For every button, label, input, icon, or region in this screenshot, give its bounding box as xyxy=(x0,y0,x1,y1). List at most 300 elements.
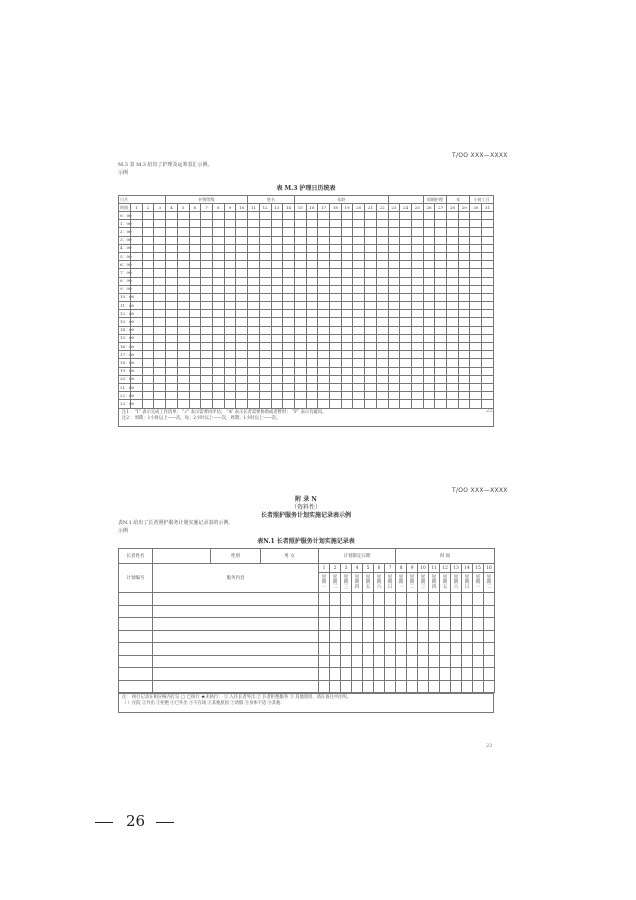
record-cell[interactable] xyxy=(341,261,353,269)
record-cell[interactable] xyxy=(411,244,423,252)
record-cell[interactable] xyxy=(224,383,236,391)
record-cell[interactable] xyxy=(212,293,224,301)
record-cell[interactable] xyxy=(248,326,260,334)
record-cell[interactable] xyxy=(341,293,353,301)
record-cell[interactable] xyxy=(429,605,440,618)
record-cell[interactable] xyxy=(423,293,435,301)
record-cell[interactable] xyxy=(236,326,248,334)
record-cell[interactable] xyxy=(423,236,435,244)
record-cell[interactable] xyxy=(418,643,429,656)
record-cell[interactable] xyxy=(154,269,166,277)
record-cell[interactable] xyxy=(341,605,352,618)
record-cell[interactable] xyxy=(283,383,295,391)
record-cell[interactable] xyxy=(407,643,418,656)
record-cell[interactable] xyxy=(201,285,213,293)
record-cell[interactable] xyxy=(376,383,388,391)
record-cell[interactable] xyxy=(376,212,388,220)
record-cell[interactable] xyxy=(259,244,271,252)
record-cell[interactable] xyxy=(294,359,306,367)
record-cell[interactable] xyxy=(294,383,306,391)
record-cell[interactable] xyxy=(319,630,330,643)
record-cell[interactable] xyxy=(435,400,447,408)
plan-no-cell[interactable] xyxy=(119,680,153,693)
record-cell[interactable] xyxy=(318,228,330,236)
record-cell[interactable] xyxy=(330,593,341,606)
record-cell[interactable] xyxy=(201,252,213,260)
record-cell[interactable] xyxy=(470,261,482,269)
record-cell[interactable] xyxy=(423,252,435,260)
record-cell[interactable] xyxy=(482,212,494,220)
record-cell[interactable] xyxy=(166,367,178,375)
record-cell[interactable] xyxy=(400,212,412,220)
record-cell[interactable] xyxy=(388,367,400,375)
record-cell[interactable] xyxy=(248,375,260,383)
record-cell[interactable] xyxy=(306,326,318,334)
record-cell[interactable] xyxy=(429,668,440,681)
record-cell[interactable] xyxy=(447,310,459,318)
record-cell[interactable] xyxy=(341,630,352,643)
record-cell[interactable] xyxy=(306,244,318,252)
record-cell[interactable] xyxy=(473,593,484,606)
record-cell[interactable] xyxy=(365,359,377,367)
record-cell[interactable] xyxy=(435,318,447,326)
record-cell[interactable] xyxy=(330,310,342,318)
record-cell[interactable] xyxy=(294,351,306,359)
record-cell[interactable] xyxy=(131,212,143,220)
record-cell[interactable] xyxy=(330,326,342,334)
record-cell[interactable] xyxy=(212,310,224,318)
record-cell[interactable] xyxy=(294,269,306,277)
record-cell[interactable] xyxy=(306,334,318,342)
record-cell[interactable] xyxy=(435,375,447,383)
record-cell[interactable] xyxy=(341,593,352,606)
record-cell[interactable] xyxy=(353,359,365,367)
record-cell[interactable] xyxy=(201,310,213,318)
record-cell[interactable] xyxy=(259,310,271,318)
record-cell[interactable] xyxy=(306,302,318,310)
record-cell[interactable] xyxy=(189,392,201,400)
record-cell[interactable] xyxy=(411,293,423,301)
record-cell[interactable] xyxy=(330,375,342,383)
record-cell[interactable] xyxy=(462,605,473,618)
record-cell[interactable] xyxy=(319,643,330,656)
record-cell[interactable] xyxy=(376,285,388,293)
record-cell[interactable] xyxy=(440,643,451,656)
record-cell[interactable] xyxy=(189,236,201,244)
record-cell[interactable] xyxy=(330,236,342,244)
record-cell[interactable] xyxy=(318,285,330,293)
record-cell[interactable] xyxy=(236,252,248,260)
record-cell[interactable] xyxy=(451,593,462,606)
record-cell[interactable] xyxy=(341,212,353,220)
record-cell[interactable] xyxy=(482,269,494,277)
record-cell[interactable] xyxy=(271,351,283,359)
record-cell[interactable] xyxy=(435,244,447,252)
record-cell[interactable] xyxy=(458,359,470,367)
record-cell[interactable] xyxy=(259,228,271,236)
record-cell[interactable] xyxy=(318,269,330,277)
record-cell[interactable] xyxy=(259,269,271,277)
record-cell[interactable] xyxy=(363,593,374,606)
record-cell[interactable] xyxy=(201,277,213,285)
record-cell[interactable] xyxy=(189,351,201,359)
record-cell[interactable] xyxy=(212,252,224,260)
record-cell[interactable] xyxy=(374,630,385,643)
record-cell[interactable] xyxy=(283,334,295,342)
record-cell[interactable] xyxy=(423,212,435,220)
record-cell[interactable] xyxy=(376,375,388,383)
record-cell[interactable] xyxy=(166,252,178,260)
record-cell[interactable] xyxy=(482,375,494,383)
record-cell[interactable] xyxy=(259,252,271,260)
record-cell[interactable] xyxy=(177,392,189,400)
record-cell[interactable] xyxy=(482,244,494,252)
record-cell[interactable] xyxy=(423,220,435,228)
record-cell[interactable] xyxy=(423,400,435,408)
record-cell[interactable] xyxy=(177,261,189,269)
record-cell[interactable] xyxy=(418,618,429,631)
record-cell[interactable] xyxy=(330,643,341,656)
record-cell[interactable] xyxy=(470,252,482,260)
record-cell[interactable] xyxy=(318,277,330,285)
record-cell[interactable] xyxy=(236,310,248,318)
record-cell[interactable] xyxy=(224,252,236,260)
record-cell[interactable] xyxy=(224,334,236,342)
record-cell[interactable] xyxy=(142,236,154,244)
record-cell[interactable] xyxy=(131,228,143,236)
record-cell[interactable] xyxy=(294,244,306,252)
record-cell[interactable] xyxy=(352,593,363,606)
record-cell[interactable] xyxy=(374,680,385,693)
record-cell[interactable] xyxy=(236,220,248,228)
record-cell[interactable] xyxy=(212,244,224,252)
record-cell[interactable] xyxy=(458,326,470,334)
record-cell[interactable] xyxy=(189,343,201,351)
record-cell[interactable] xyxy=(189,220,201,228)
record-cell[interactable] xyxy=(236,359,248,367)
record-cell[interactable] xyxy=(236,261,248,269)
record-cell[interactable] xyxy=(435,359,447,367)
record-cell[interactable] xyxy=(458,343,470,351)
record-cell[interactable] xyxy=(177,285,189,293)
record-cell[interactable] xyxy=(341,269,353,277)
record-cell[interactable] xyxy=(458,236,470,244)
record-cell[interactable] xyxy=(400,302,412,310)
service-content-cell[interactable] xyxy=(153,680,319,693)
record-cell[interactable] xyxy=(388,351,400,359)
record-cell[interactable] xyxy=(248,343,260,351)
record-cell[interactable] xyxy=(330,400,342,408)
record-cell[interactable] xyxy=(236,212,248,220)
record-cell[interactable] xyxy=(365,383,377,391)
record-cell[interactable] xyxy=(142,252,154,260)
record-cell[interactable] xyxy=(482,236,494,244)
record-cell[interactable] xyxy=(212,277,224,285)
plan-no-cell[interactable] xyxy=(119,593,153,606)
record-cell[interactable] xyxy=(306,212,318,220)
record-cell[interactable] xyxy=(142,326,154,334)
record-cell[interactable] xyxy=(318,375,330,383)
record-cell[interactable] xyxy=(177,383,189,391)
record-cell[interactable] xyxy=(423,392,435,400)
record-cell[interactable] xyxy=(341,351,353,359)
record-cell[interactable] xyxy=(177,318,189,326)
record-cell[interactable] xyxy=(330,277,342,285)
record-cell[interactable] xyxy=(201,236,213,244)
record-cell[interactable] xyxy=(470,244,482,252)
record-cell[interactable] xyxy=(201,326,213,334)
record-cell[interactable] xyxy=(400,228,412,236)
record-cell[interactable] xyxy=(330,343,342,351)
record-cell[interactable] xyxy=(470,302,482,310)
record-cell[interactable] xyxy=(451,618,462,631)
record-cell[interactable] xyxy=(470,285,482,293)
record-cell[interactable] xyxy=(388,302,400,310)
record-cell[interactable] xyxy=(306,277,318,285)
record-cell[interactable] xyxy=(353,285,365,293)
record-cell[interactable] xyxy=(212,236,224,244)
record-cell[interactable] xyxy=(482,326,494,334)
record-cell[interactable] xyxy=(376,334,388,342)
record-cell[interactable] xyxy=(374,605,385,618)
record-cell[interactable] xyxy=(224,367,236,375)
record-cell[interactable] xyxy=(212,351,224,359)
record-cell[interactable] xyxy=(294,367,306,375)
record-cell[interactable] xyxy=(318,318,330,326)
record-cell[interactable] xyxy=(376,228,388,236)
record-cell[interactable] xyxy=(341,310,353,318)
record-cell[interactable] xyxy=(440,680,451,693)
record-cell[interactable] xyxy=(411,400,423,408)
record-cell[interactable] xyxy=(418,680,429,693)
record-cell[interactable] xyxy=(142,392,154,400)
record-cell[interactable] xyxy=(376,400,388,408)
record-cell[interactable] xyxy=(306,293,318,301)
record-cell[interactable] xyxy=(212,285,224,293)
record-cell[interactable] xyxy=(306,318,318,326)
record-cell[interactable] xyxy=(407,618,418,631)
record-cell[interactable] xyxy=(142,269,154,277)
record-cell[interactable] xyxy=(458,261,470,269)
record-cell[interactable] xyxy=(294,392,306,400)
record-cell[interactable] xyxy=(447,400,459,408)
record-cell[interactable] xyxy=(423,302,435,310)
record-cell[interactable] xyxy=(458,302,470,310)
record-cell[interactable] xyxy=(224,400,236,408)
record-cell[interactable] xyxy=(423,375,435,383)
record-cell[interactable] xyxy=(131,261,143,269)
record-cell[interactable] xyxy=(447,220,459,228)
record-cell[interactable] xyxy=(429,630,440,643)
record-cell[interactable] xyxy=(306,392,318,400)
record-cell[interactable] xyxy=(330,261,342,269)
record-cell[interactable] xyxy=(435,334,447,342)
record-cell[interactable] xyxy=(201,392,213,400)
record-cell[interactable] xyxy=(458,375,470,383)
record-cell[interactable] xyxy=(259,236,271,244)
record-cell[interactable] xyxy=(470,334,482,342)
record-cell[interactable] xyxy=(365,261,377,269)
record-cell[interactable] xyxy=(396,593,407,606)
record-cell[interactable] xyxy=(271,326,283,334)
record-cell[interactable] xyxy=(484,643,495,656)
record-cell[interactable] xyxy=(376,252,388,260)
record-cell[interactable] xyxy=(259,261,271,269)
record-cell[interactable] xyxy=(142,359,154,367)
record-cell[interactable] xyxy=(470,212,482,220)
record-cell[interactable] xyxy=(142,293,154,301)
record-cell[interactable] xyxy=(318,212,330,220)
record-cell[interactable] xyxy=(319,618,330,631)
record-cell[interactable] xyxy=(271,220,283,228)
record-cell[interactable] xyxy=(154,383,166,391)
record-cell[interactable] xyxy=(294,220,306,228)
record-cell[interactable] xyxy=(318,244,330,252)
record-cell[interactable] xyxy=(407,668,418,681)
record-cell[interactable] xyxy=(212,343,224,351)
record-cell[interactable] xyxy=(365,334,377,342)
record-cell[interactable] xyxy=(396,680,407,693)
record-cell[interactable] xyxy=(411,326,423,334)
record-cell[interactable] xyxy=(166,310,178,318)
record-cell[interactable] xyxy=(341,318,353,326)
record-cell[interactable] xyxy=(201,367,213,375)
record-cell[interactable] xyxy=(423,310,435,318)
record-cell[interactable] xyxy=(330,383,342,391)
record-cell[interactable] xyxy=(400,318,412,326)
record-cell[interactable] xyxy=(154,400,166,408)
record-cell[interactable] xyxy=(283,212,295,220)
record-cell[interactable] xyxy=(224,244,236,252)
record-cell[interactable] xyxy=(341,643,352,656)
record-cell[interactable] xyxy=(458,400,470,408)
record-cell[interactable] xyxy=(248,252,260,260)
record-cell[interactable] xyxy=(271,334,283,342)
record-cell[interactable] xyxy=(385,593,396,606)
record-cell[interactable] xyxy=(353,269,365,277)
record-cell[interactable] xyxy=(473,618,484,631)
record-cell[interactable] xyxy=(423,269,435,277)
record-cell[interactable] xyxy=(259,285,271,293)
record-cell[interactable] xyxy=(447,236,459,244)
record-cell[interactable] xyxy=(248,310,260,318)
record-cell[interactable] xyxy=(376,343,388,351)
record-cell[interactable] xyxy=(271,228,283,236)
record-cell[interactable] xyxy=(177,220,189,228)
record-cell[interactable] xyxy=(473,668,484,681)
record-cell[interactable] xyxy=(447,326,459,334)
record-cell[interactable] xyxy=(423,367,435,375)
record-cell[interactable] xyxy=(189,359,201,367)
record-cell[interactable] xyxy=(330,318,342,326)
record-cell[interactable] xyxy=(212,367,224,375)
record-cell[interactable] xyxy=(189,375,201,383)
record-cell[interactable] xyxy=(166,351,178,359)
record-cell[interactable] xyxy=(201,359,213,367)
record-cell[interactable] xyxy=(376,359,388,367)
record-cell[interactable] xyxy=(259,212,271,220)
record-cell[interactable] xyxy=(189,310,201,318)
record-cell[interactable] xyxy=(212,400,224,408)
record-cell[interactable] xyxy=(388,261,400,269)
record-cell[interactable] xyxy=(271,343,283,351)
record-cell[interactable] xyxy=(201,261,213,269)
record-cell[interactable] xyxy=(166,261,178,269)
plan-no-cell[interactable] xyxy=(119,605,153,618)
record-cell[interactable] xyxy=(318,383,330,391)
record-cell[interactable] xyxy=(212,318,224,326)
record-cell[interactable] xyxy=(484,655,495,668)
record-cell[interactable] xyxy=(271,277,283,285)
record-cell[interactable] xyxy=(411,220,423,228)
record-cell[interactable] xyxy=(470,343,482,351)
record-cell[interactable] xyxy=(283,261,295,269)
record-cell[interactable] xyxy=(330,618,341,631)
record-cell[interactable] xyxy=(177,351,189,359)
record-cell[interactable] xyxy=(376,269,388,277)
record-cell[interactable] xyxy=(271,400,283,408)
record-cell[interactable] xyxy=(352,643,363,656)
record-cell[interactable] xyxy=(283,277,295,285)
record-cell[interactable] xyxy=(212,269,224,277)
record-cell[interactable] xyxy=(224,326,236,334)
record-cell[interactable] xyxy=(189,277,201,285)
record-cell[interactable] xyxy=(330,334,342,342)
record-cell[interactable] xyxy=(142,261,154,269)
record-cell[interactable] xyxy=(341,326,353,334)
record-cell[interactable] xyxy=(482,252,494,260)
record-cell[interactable] xyxy=(318,334,330,342)
record-cell[interactable] xyxy=(484,618,495,631)
record-cell[interactable] xyxy=(458,285,470,293)
record-cell[interactable] xyxy=(376,310,388,318)
record-cell[interactable] xyxy=(353,302,365,310)
record-cell[interactable] xyxy=(341,236,353,244)
record-cell[interactable] xyxy=(224,212,236,220)
record-cell[interactable] xyxy=(470,383,482,391)
record-cell[interactable] xyxy=(435,277,447,285)
record-cell[interactable] xyxy=(306,375,318,383)
record-cell[interactable] xyxy=(283,375,295,383)
record-cell[interactable] xyxy=(166,212,178,220)
record-cell[interactable] xyxy=(189,326,201,334)
record-cell[interactable] xyxy=(318,293,330,301)
record-cell[interactable] xyxy=(283,392,295,400)
record-cell[interactable] xyxy=(177,269,189,277)
record-cell[interactable] xyxy=(423,351,435,359)
record-cell[interactable] xyxy=(248,383,260,391)
record-cell[interactable] xyxy=(259,359,271,367)
record-cell[interactable] xyxy=(470,310,482,318)
record-cell[interactable] xyxy=(376,277,388,285)
record-cell[interactable] xyxy=(259,220,271,228)
record-cell[interactable] xyxy=(435,269,447,277)
record-cell[interactable] xyxy=(365,326,377,334)
record-cell[interactable] xyxy=(435,383,447,391)
record-cell[interactable] xyxy=(482,285,494,293)
record-cell[interactable] xyxy=(462,643,473,656)
record-cell[interactable] xyxy=(166,326,178,334)
record-cell[interactable] xyxy=(407,680,418,693)
record-cell[interactable] xyxy=(142,228,154,236)
record-cell[interactable] xyxy=(352,655,363,668)
record-cell[interactable] xyxy=(283,359,295,367)
record-cell[interactable] xyxy=(318,326,330,334)
record-cell[interactable] xyxy=(411,334,423,342)
record-cell[interactable] xyxy=(423,383,435,391)
record-cell[interactable] xyxy=(423,277,435,285)
record-cell[interactable] xyxy=(365,244,377,252)
